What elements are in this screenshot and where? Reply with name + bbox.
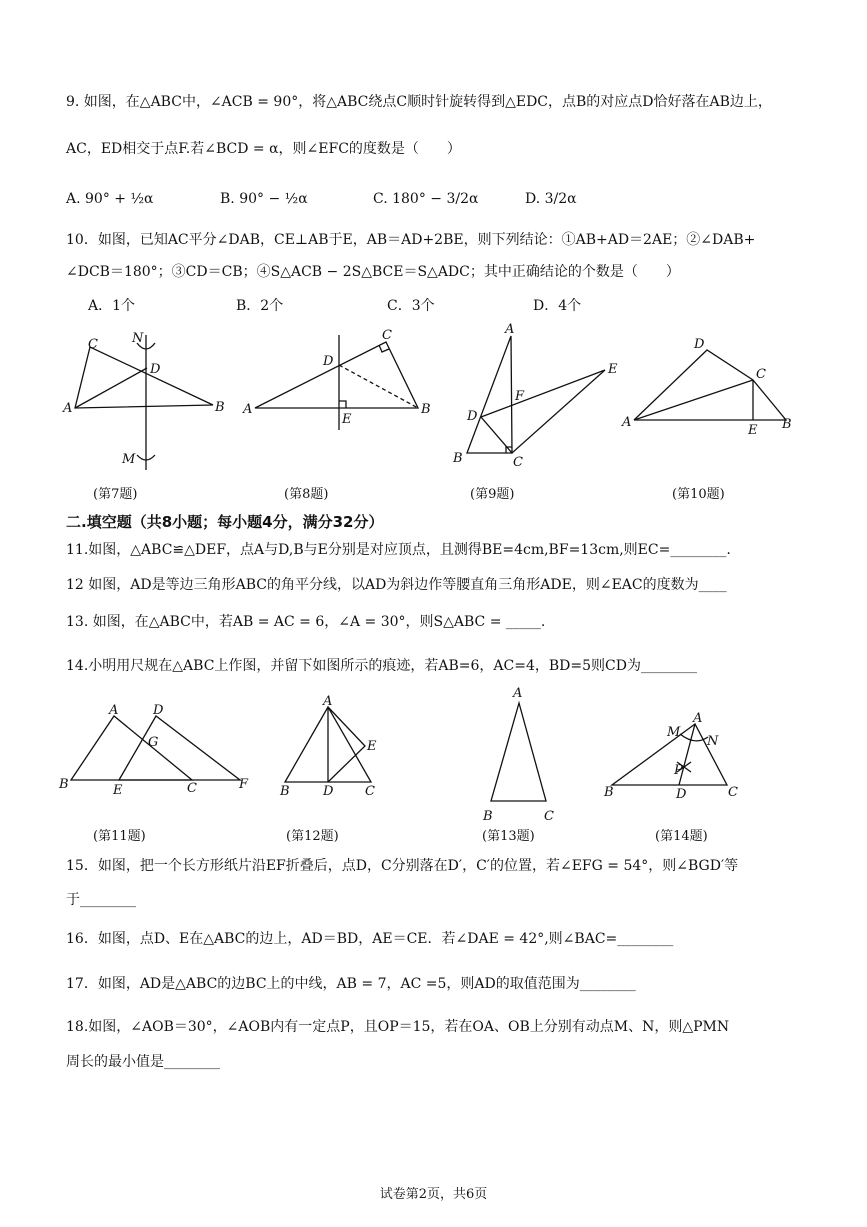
fig14-label-m: M <box>667 725 681 740</box>
figure-10 <box>622 333 802 443</box>
fig14-label-a: A <box>693 711 703 726</box>
fig11-label-f: F <box>239 777 249 792</box>
fig14-arc-mn <box>680 734 708 741</box>
fig8-triangle <box>255 342 418 408</box>
figure-7 <box>60 325 230 475</box>
fig7-label-b: B <box>215 400 225 415</box>
fig7-label-a: A <box>63 401 73 416</box>
section-heading: 二.填空题（共8小题；每小题4分，满分32分） <box>66 513 384 531</box>
caption-fig12: (第12题) <box>286 829 339 844</box>
fig7-label-n: N <box>132 331 144 346</box>
q9-option-d: D. 3/2α <box>525 191 577 207</box>
fig9-triangle-abc <box>467 336 512 453</box>
figure-8 <box>243 325 443 435</box>
fig7-label-c: C <box>88 337 98 352</box>
q18-line1: 18.如图，∠AOB＝30°，∠AOB内有一定点P，且OP＝15，若在OA、OB上分别有动点M、N，则△PMN <box>66 1019 730 1035</box>
fig8-right-angle-e <box>339 401 346 408</box>
fig11-triangle-abc <box>71 716 192 780</box>
fig9-triangle-edc <box>481 370 605 453</box>
caption-fig9: (第9题) <box>470 487 515 502</box>
caption-fig13: (第13题) <box>482 829 535 844</box>
q14-text: 14.小明用尺规在△ABC上作图，并留下如图所示的痕迹，若AB=6，AC=4，BD=5则CD为________ <box>66 658 697 674</box>
fig10-diagonal-ac <box>634 380 753 420</box>
fig12-label-d: D <box>323 784 334 799</box>
fig8-label-d: D <box>323 354 334 369</box>
q15-line2: 于________ <box>66 892 136 908</box>
caption-fig7: (第7题) <box>93 487 138 502</box>
fig12-label-e: E <box>367 739 377 754</box>
fig14-label-c: C <box>728 785 738 800</box>
fig10-label-d: D <box>694 337 705 352</box>
fig11-label-d: D <box>153 703 164 718</box>
q10-line2: ∠DCB＝180°；③CD＝CB；④S△ACB − 2S△BCE＝S△ADC；其中正确结论的个数是（ ） <box>66 264 680 280</box>
q13-text: 13. 如图，在△ABC中，若AB = AC = 6，∠A = 30°，则S△ABC = _____. <box>66 614 546 630</box>
q12-text: 12 如图，AD是等边三角形ABC的角平分线，以AD为斜边作等腰直角三角形ADE，则∠EAC的度数为____ <box>66 577 727 593</box>
fig14-label-p: P <box>674 763 683 778</box>
fig7-label-m: M <box>122 452 136 467</box>
q9-option-b: B. 90° − ½α <box>220 191 308 207</box>
q10-line1: 10．如图，已知AC平分∠DAB，CE⊥AB于E，AB＝AD+2BE，则下列结论：①AB+AD＝2AE；②∠DAB+ <box>66 232 756 248</box>
fig11-label-a: A <box>109 703 119 718</box>
fig11-label-g: G <box>148 735 159 750</box>
q10-option-a: A．1个 <box>88 298 136 314</box>
page-footer: 试卷第2页，共6页 <box>379 1187 488 1202</box>
fig9-label-f: F <box>515 389 525 404</box>
fig10-label-b: B <box>782 417 792 432</box>
q9-line2: AC，ED相交于点F.若∠BCD = α，则∠EFC的度数是（ ） <box>66 141 461 157</box>
fig8-label-b: B <box>421 402 431 417</box>
q9-option-a: A. 90° + ½α <box>66 191 154 207</box>
fig9-label-a: A <box>505 322 515 337</box>
fig13-triangle <box>491 703 546 801</box>
fig11-label-b: B <box>59 777 69 792</box>
fig7-triangle <box>75 347 213 408</box>
fig12-label-a: A <box>323 694 333 709</box>
fig13-label-b: B <box>483 809 493 824</box>
fig8-label-a: A <box>243 402 253 417</box>
q16-text: 16．如图，点D、E在△ABC的边上，AD＝BD，AE＝CE．若∠DAE = 42°,则∠BAC=________ <box>66 931 674 947</box>
caption-fig8: (第8题) <box>284 487 329 502</box>
q9-line1: 9. 如图，在△ABC中，∠ACB = 90°，将△ABC绕点C顺时针旋转得到△EDC，点B的对应点D恰好落在AB边上， <box>66 94 772 110</box>
caption-fig10: (第10题) <box>672 487 725 502</box>
fig9-label-c: C <box>513 455 523 470</box>
q10-option-b: B．2个 <box>236 298 284 314</box>
figure-9 <box>445 320 625 475</box>
fig13-label-c: C <box>544 809 554 824</box>
fig11-label-e: E <box>113 783 123 798</box>
fig12-triangle-ade <box>328 707 365 782</box>
fig14-label-d: D <box>676 787 687 802</box>
q11-text: 11.如图，△ABC≌△DEF，点A与D,B与E分别是对应顶点，且测得BE=4cm,BF=13cm,则EC=________. <box>66 542 731 558</box>
fig9-label-b: B <box>453 451 463 466</box>
figure-13 <box>478 680 568 825</box>
fig10-label-e: E <box>748 423 758 438</box>
fig10-quadrilateral <box>634 350 786 420</box>
fig9-label-d: D <box>467 409 478 424</box>
fig14-label-b: B <box>604 785 614 800</box>
fig12-label-c: C <box>365 784 375 799</box>
figure-14 <box>600 712 750 807</box>
figure-12 <box>275 695 395 805</box>
q10-option-c: C．3个 <box>387 298 435 314</box>
fig10-label-c: C <box>756 367 766 382</box>
q17-text: 17．如图，AD是△ABC的边BC上的中线，AB = 7，AC =5，则AD的取值范围为________ <box>66 976 636 992</box>
fig11-label-c: C <box>187 781 197 796</box>
caption-fig14: (第14题) <box>655 829 708 844</box>
fig7-segment-ad <box>75 368 147 408</box>
q9-option-c: C. 180° − 3/2α <box>373 191 479 207</box>
fig10-label-a: A <box>622 415 632 430</box>
q10-option-d: D．4个 <box>533 298 582 314</box>
fig7-label-d: D <box>150 362 161 377</box>
q15-line1: 15．如图，把一个长方形纸片沿EF折叠后，点D，C分别落在D′，C′的位置，若∠EFG = 54°，则∠BGD′等 <box>66 858 739 874</box>
fig13-label-a: A <box>513 686 523 701</box>
q18-line2: 周长的最小值是________ <box>66 1054 220 1070</box>
fig12-label-b: B <box>280 784 290 799</box>
fig8-label-e: E <box>342 412 352 427</box>
fig8-dashed-db <box>339 365 418 408</box>
caption-fig11: (第11题) <box>93 829 146 844</box>
fig8-label-c: C <box>382 328 392 343</box>
figure-11 <box>55 700 255 800</box>
fig9-label-e: E <box>608 362 618 377</box>
fig14-label-n: N <box>707 734 719 749</box>
